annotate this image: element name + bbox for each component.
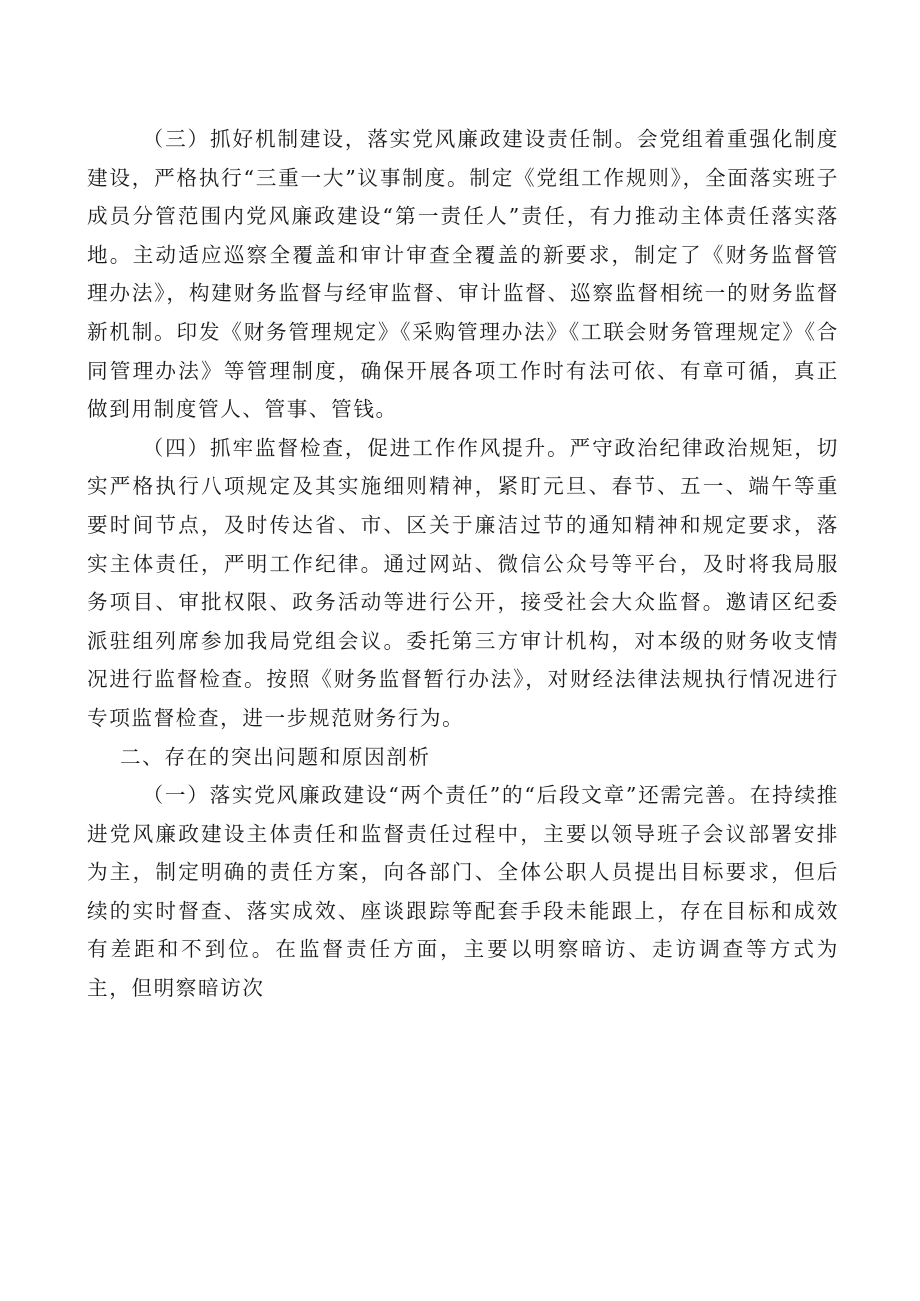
section-heading-problems: 二、存在的突出问题和原因剖析 bbox=[119, 744, 431, 769]
paragraph-two-responsibilities: （一）落实党风廉政建设“两个责任”的“后段文章”还需完善。在持续推进党风廉政建设主体责任和监督责任过程中，主要以领导班子会议部署安排为主，制定明确的责任方案，向各部门、全体公职人员提出目标要求，但后续的实时督查、落实成效、座谈跟踪等配套手段未能跟上，存在目标和成效有差距和不到位。在监督责任方面，主要以明察暗访、走访调查等方式为主，但明察暗访次 bbox=[87, 783, 839, 1001]
document-page bbox=[87, 120, 839, 1008]
paragraph-mechanism-building: （三）抓好机制建设，落实党风廉政建设责任制。会党组着重强化制度建设，严格执行“三重一大”议事制度。制定《党组工作规则》，全面落实班子成员分管范围内党风廉政建设“第一责任人”责任，有力推动主体责任落实落地。主动适应巡察全覆盖和审计审查全覆盖的新要求，制定了《财务监督管理办法》，构建财务监督与经审监督、审计监督、巡察监督相统一的财务监督新机制。印发《财务管理规定》《采购管理办法》《工联会财务管理规定》《合同管理办法》等管理制度，确保开展各项工作时有法可依、有章可循，真正做到用制度管人、管事、管钱。 bbox=[87, 127, 839, 422]
paragraph-supervision-inspection: （四）抓牢监督检查，促进工作作风提升。严守政治纪律政治规矩，切实严格执行八项规定及其实施细则精神，紧盯元旦、春节、五一、端午等重要时间节点，及时传达省、市、区关于廉洁过节的通知精神和规定要求，落实主体责任，严明工作纪律。通过网站、微信公众号等平台，及时将我局服务项目、审批权限、政务活动等进行公开，接受社会大众监督。邀请区纪委派驻组列席参加我局党组会议。委托第三方审计机构，对本级的财务收支情况进行监督检查。按照《财务监督暂行办法》，对财经法律法规执行情况进行专项监督检查，进一步规范财务行为。 bbox=[87, 435, 839, 730]
